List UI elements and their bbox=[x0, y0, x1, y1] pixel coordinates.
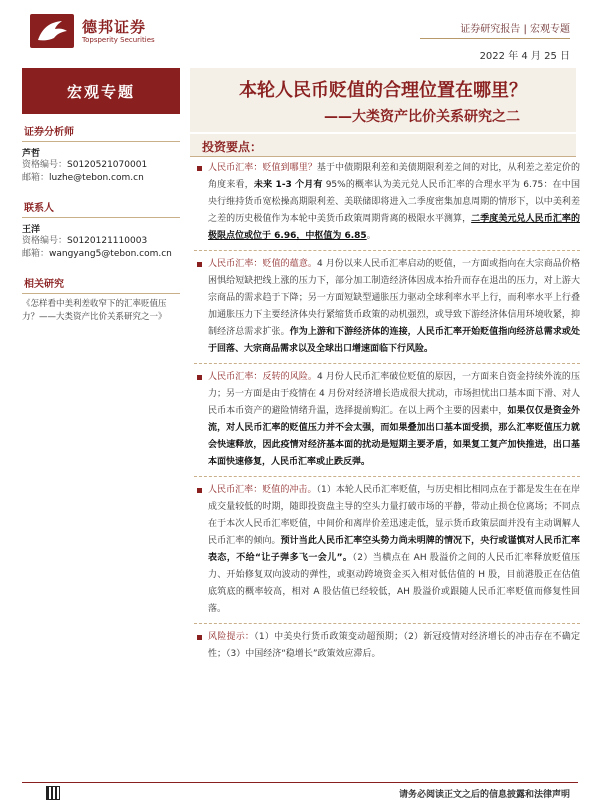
brand-name-cn: 德邦证券 bbox=[82, 18, 147, 36]
related-heading: 相关研究 bbox=[22, 270, 180, 294]
brand-name-en: Topsperity Securities bbox=[82, 36, 155, 44]
contact-name: 王洋 bbox=[22, 225, 41, 235]
report-type-banner: 宏观专题 bbox=[22, 68, 180, 114]
point-risk-warning: 风险提示：（1）中美央行货币政策变动超预期；（2）新冠疫情对经济增长的冲击存在不确定性；（3）中国经济“稳增长”政策效应滞后。 bbox=[194, 629, 580, 663]
disclaimer-text: 请务必阅读正文之后的信息披露和法律声明 bbox=[398, 790, 570, 800]
analyst-name: 芦哲 bbox=[22, 149, 41, 159]
qr-code-icon bbox=[46, 786, 60, 800]
point-depreciation-target: 人民币汇率：贬值到哪里？基于中债期限利差和美债期限利差之间的对比，从利差之差定价的角度来看，未来 1-3 个月有 95%的概率认为美元兑人民币汇率的合理水平为 6.75：在中国央行维持货币宽松操高期限利差、美联储即将进入二季度密集加息周期的情形下，以中美利差之差的历史极值作为本轮中美货币政策周期背离的极限水平测算，二季度美元兑人民币汇率的极限点位或位于 6.96，中枢值为 6.85。 bbox=[194, 160, 580, 245]
report-date: 2022 年 4 月 25 日 bbox=[479, 51, 570, 62]
sidebar bbox=[22, 118, 180, 324]
analyst-cert: 资格编号：S0120521070001 bbox=[22, 160, 148, 170]
analyst-heading: 证券分析师 bbox=[22, 118, 180, 142]
footer-divider bbox=[22, 782, 578, 783]
related-report-link[interactable]: 《怎样看中美利差收窄下的汇率贬值压力？——大类资产比价关系研究之一》 bbox=[22, 299, 167, 322]
point-reversal-risk: 人民币汇率：反转的风险。4 月份人民币汇率破位贬值的原因，一方面来自资金持续外流的压力；另一方面是由于疫情在 4 月份对经济增长造成很大扰动，市场担忧出口基本面下滑、对人民币本币资产的避险情绪升温，选择提前购汇。在以上两个主要的因素中，如果仅仅是资金外流，对人民币汇率的贬值压力并不会太强，而如果叠加出口基本面受损，那么汇率贬值压力就会快速释放，因此疫情对经济基本面的扰动是短期主要矛盾，如果复工复产加快推进，出口基本面快速修复，人民币汇率或止跌反弹。 bbox=[194, 369, 580, 471]
point-divider bbox=[194, 476, 580, 477]
title-block bbox=[190, 68, 576, 132]
contact-heading: 联系人 bbox=[22, 194, 180, 218]
stork-logo-icon bbox=[30, 14, 74, 48]
key-points-bar bbox=[190, 134, 576, 156]
analyst-email[interactable]: 邮箱：luzhe@tebon.com.cn bbox=[22, 173, 144, 183]
header-divider bbox=[420, 38, 570, 39]
report-category: 证券研究报告 | 宏观专题 bbox=[460, 24, 570, 35]
key-points-divider bbox=[190, 156, 576, 157]
key-points-title: 投资要点： bbox=[202, 140, 263, 154]
point-divider bbox=[194, 363, 580, 364]
page-title: 本轮人民币贬值的合理位置在哪里？ bbox=[239, 80, 527, 101]
point-divider bbox=[194, 623, 580, 624]
page-subtitle: ——大类资产比价关系研究之二 bbox=[324, 109, 520, 125]
point-depreciation-meaning: 人民币汇率：贬值的蕴意。4 月份以来人民币汇率启动的贬值，一方面或指向在大宗商品价格困惧给短缺把线上涨的压力下，部分加工制造经济体因成本抬升而存在退出的压力，对上游大宗商品的需求趋于下降；另一方面短缺型通胀压力驱动全球利率水平上行，而利率水平上行叠加通胀压力下主要经济体央行紧缩货币政策的动机强烈，或导致下游经济体信用环境收紧，抑制经济总需求扩张。作为上游和下游经济体的连接，人民币汇率开始贬值指向经济总需求或处于回落、大宗商品需求以及全球出口增速面临下行风险。 bbox=[194, 256, 580, 358]
key-points-content bbox=[194, 160, 580, 663]
point-divider bbox=[194, 250, 580, 251]
brand-logo bbox=[30, 14, 158, 48]
point-depreciation-impact: 人民币汇率：贬值的冲击。（1）本轮人民币汇率贬值，与历史相比相同点在于都是发生在在岸成交量较低的时期，随即投资盘主导的空头力量打破市场的平静，带动止损仓位离场；不同点在于本次人民币汇率贬值，中间价和离岸价差迅速走低，显示货币政策层面并没有主动调解人民币汇率的倾向。预计当此人民币汇率空头势力尚未明牌的情况下，央行或谨慎对人民币汇率表态，不给“让子弹多飞一会儿”。（2）当横点在 AH 股溢价之间的人民币汇率释放贬值压力、开始修复双向波动的弹性，或驱动跨境资金买入相对低估值的 H 股，目前港股正在估值底筑底的概率较高，相对 A 股估值已经较低，AH 股溢价或跟随人民币汇率贬值而修复性回落。 bbox=[194, 482, 580, 618]
contact-cert: 资格编号：S0120121110003 bbox=[22, 236, 148, 246]
contact-email[interactable]: 邮箱：wangyang5@tebon.com.cn bbox=[22, 249, 172, 259]
